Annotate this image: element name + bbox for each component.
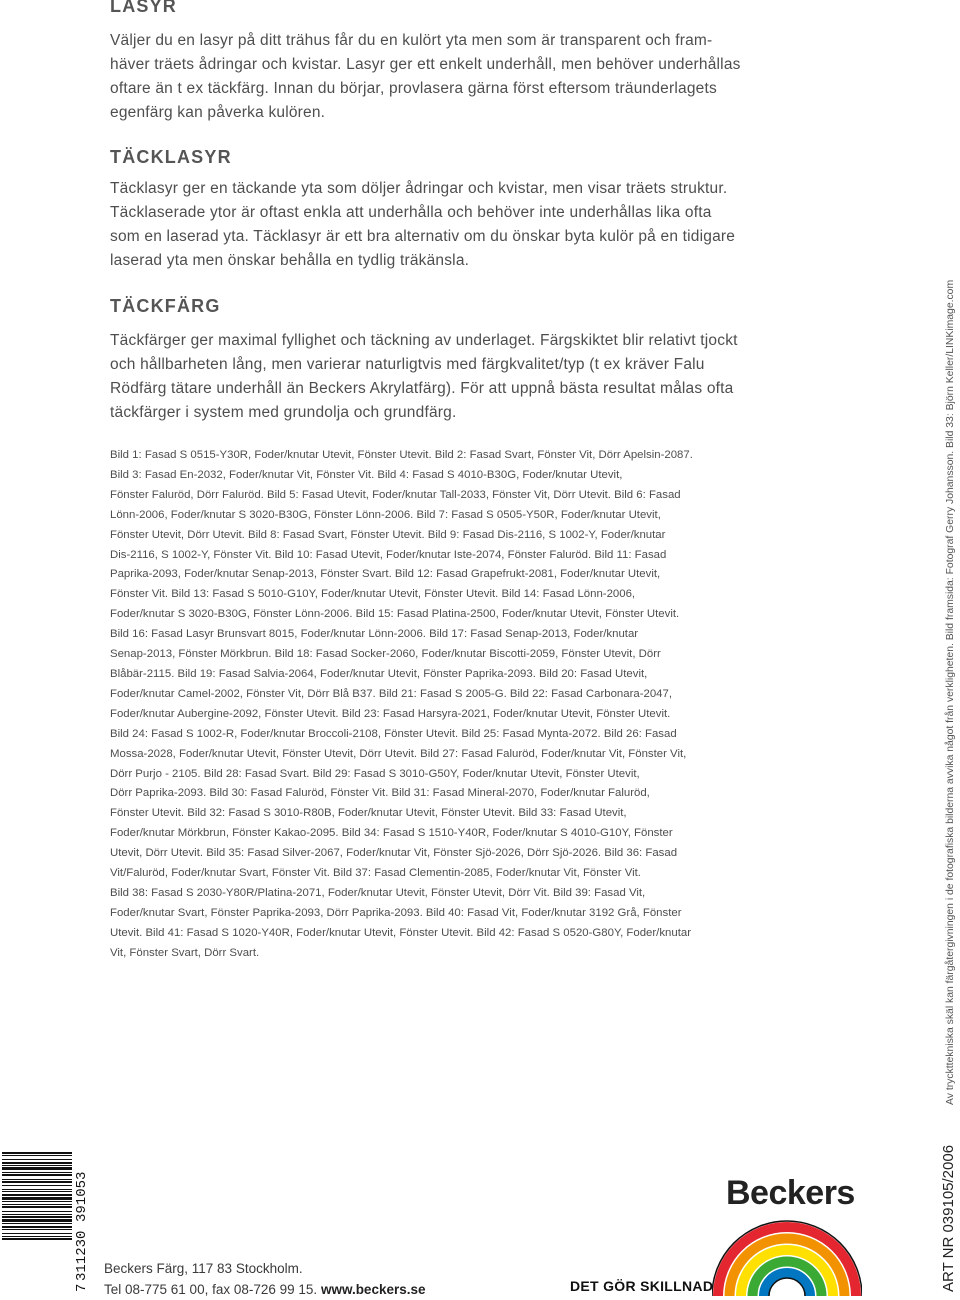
- barcode-bars: [2, 1150, 74, 1295]
- credit-line: Foder/knutar S 3020-B30G, Fönster Lönn-2006. Bild 15: Fasad Platina-2500, Foder/knutar Utevit, Fönster Utevit.: [110, 608, 680, 621]
- section-heading-tacklasyr: TÄCKLASYR: [110, 147, 232, 167]
- credit-line: Utevit, Dörr Utevit. Bild 35: Fasad Silver-2067, Foder/knutar Vit, Fönster Sjö-2026, Dörr Sjö-2026. Bild 36: Fasad: [110, 847, 678, 860]
- credit-line: Bild 3: Fasad En-2032, Foder/knutar Vit, Fönster Vit. Bild 4: Fasad S 4010-B30G, Foder/knutar Utevit,: [110, 468, 623, 481]
- credit-line: Bild 38: Fasad S 2030-Y80R/Platina-2071, Foder/knutar Utevit, Fönster Utevit, Dörr Vit. Bild 39: Fasad Vit,: [110, 886, 646, 899]
- photo-disclaimer-vertical: Av tryckttekniska skäl kan färgåtergivningen i de fotografiska bilderna avvika något från verkligheten. Bild framsida: Fotograf Gerry Johansson. Bild 33: Björn Keller/LINKimage.com: [945, 279, 956, 1105]
- credit-line: Foder/knutar Aubergine-2092, Fönster Utevit. Bild 23: Fasad Harsyra-2021, Foder/knutar Utevit, Fönster Utevit.: [110, 707, 671, 720]
- credit-line: Bild 1: Fasad S 0515-Y30R, Foder/knutar Utevit, Fönster Utevit. Bild 2: Fasad Svart, Fönster Vit, Dörr Apelsin-2087.: [110, 449, 693, 461]
- beckers-logo-text: Beckers: [726, 1174, 855, 1212]
- text-line: och hållbarheten lång, men varierar naturligtvis med färgkvalitet/typ (t ex kräver Falu: [110, 356, 705, 373]
- credit-line: Mossa-2028, Foder/knutar Utevit, Fönster Utevit, Dörr Utevit. Bild 27: Fasad Faluröd, Foder/knutar Vit, Fönster Vit,: [110, 747, 687, 760]
- credit-line: Dörr Paprika-2093. Bild 30: Fasad Faluröd, Fönster Vit. Bild 31: Fasad Mineral-2070, Foder/knutar Faluröd,: [110, 787, 650, 800]
- phone-fax: Tel 08-775 61 00, fax 08-726 99 15.: [104, 1282, 318, 1297]
- credit-line: Fönster Vit. Bild 13: Fasad S 5010-G10Y, Foder/knutar Utevit, Fönster Utevit. Bild 14: Fasad Lönn-2006,: [110, 588, 636, 601]
- photo-credits: [110, 446, 770, 964]
- text-line: Täcklaserade ytor är oftast enkla att underhålla och behöver inte underhållas lika ofta: [110, 204, 712, 221]
- credit-line: Vit, Fönster Svart, Dörr Svart.: [110, 946, 260, 959]
- credit-line: Fönster Utevit, Dörr Utevit. Bild 8: Fasad Svart, Fönster Utevit. Bild 9: Fasad Dis-2116, S 1002-Y, Foder/knutar: [110, 528, 666, 541]
- credit-line: Senap-2013, Fönster Mörkbrun. Bild 18: Fasad Socker-2060, Foder/knutar Biscotti-2059, Fönster Utevit, Dörr: [110, 648, 661, 661]
- text-line: egenfärg kan påverka kulören.: [110, 104, 326, 121]
- credit-line: Foder/knutar Mörkbrun, Fönster Kakao-2095. Bild 34: Fasad S 1510-Y40R, Foder/knutar S 4010-G10Y, Fönster: [110, 827, 673, 840]
- text-line: häver träets ådringar och kvistar. Lasyr ger ett enkelt underhåll, men behöver underhållas: [110, 56, 741, 73]
- credit-line: Utevit. Bild 41: Fasad S 1020-Y40R, Foder/knutar Utevit, Fönster Utevit. Bild 42: Fasad S 0520-G80Y, Foder/knutar: [110, 926, 691, 939]
- credit-line: Blåbär-2115. Bild 19: Fasad Salvia-2064, Foder/knutar Utevit, Fönster Paprika-2093. Bild 20: Fasad Utevit,: [110, 667, 648, 680]
- section-heading-tackfarg: TÄCKFÄRG: [110, 296, 221, 316]
- credit-line: Foder/knutar Camel-2002, Fönster Vit, Dörr Blå B37. Bild 21: Fasad S 2005-G. Bild 22: Fasad Carbonara-2047,: [110, 687, 673, 700]
- credit-line: Lönn-2006, Foder/knutar S 3020-B30G, Fönster Lönn-2006. Bild 7: Fasad S 0505-Y50R, Foder/knutar Utevit,: [110, 508, 661, 521]
- credit-line: Bild 16: Fasad Lasyr Brunsvart 8015, Foder/knutar Lönn-2006. Bild 17: Fasad Senap-2013, Foder/knutar: [110, 628, 639, 641]
- text-line: Väljer du en lasyr på ditt trähus får du en kulört yta men som är transparent och fram-: [110, 32, 713, 49]
- barcode-lead-digit: 7: [74, 1283, 90, 1292]
- credit-line: Paprika-2093, Foder/knutar Senap-2013, Fönster Svart. Bild 12: Fasad Grapefrukt-2081, Foder/knutar Utevit,: [110, 568, 661, 581]
- credit-line: Vit/Faluröd, Foder/knutar Svart, Fönster Vit. Bild 37: Fasad Clementin-2085, Foder/knutar Vit, Fönster Vit.: [110, 867, 641, 880]
- text-line: laserad yta men önskar behålla en tydlig träkänsla.: [110, 252, 470, 269]
- barcode-group-1: 311230: [74, 1230, 90, 1281]
- text-line: Täcklasyr ger en täckande yta som döljer ådringar och kvistar, men visar träets struktur.: [110, 180, 728, 197]
- barcode-group-2: 391053: [74, 1171, 90, 1222]
- website-link[interactable]: www.beckers.se: [320, 1282, 426, 1297]
- footer-address-block: [104, 1258, 426, 1300]
- article-number-vertical: ART NR 039105/2006: [940, 1144, 957, 1292]
- contact-line: [104, 1279, 426, 1300]
- credit-line: Foder/knutar Svart, Fönster Paprika-2093, Dörr Paprika-2093. Bild 40: Fasad Vit, Foder/knutar 3192 Grå, Fönster: [110, 906, 682, 919]
- text-line: oftare än t ex täckfärg. Innan du börjar, provlasera gärna först eftersom träunderlagets: [110, 80, 717, 97]
- section-text-lasyr: [110, 29, 765, 125]
- section-text-tackfarg: [110, 329, 765, 425]
- company-address: Beckers Färg, 117 83 Stockholm.: [104, 1261, 303, 1276]
- credit-line: Dis-2116, S 1002-Y, Fönster Vit. Bild 10: Fasad Utevit, Foder/knutar Iste-2074, Fönster Faluröd. Bild 11: Fasad: [110, 548, 667, 561]
- brand-tagline: DET GÖR SKILLNAD: [570, 1278, 714, 1294]
- text-line: täckfärger i system med grundolja och grundfärg.: [110, 404, 457, 421]
- text-line: Rödfärg tätare underhåll än Beckers Akrylatfärg). För att uppnå bästa resultat målas ofta: [110, 380, 734, 397]
- section-heading-lasyr: LASYR: [110, 0, 178, 16]
- barcode: [2, 1150, 98, 1295]
- section-text-tacklasyr: [110, 177, 765, 273]
- credit-line: Fönster Faluröd, Dörr Faluröd. Bild 5: Fasad Utevit, Foder/knutar Tall-2033, Fönster Vit, Dörr Utevit. Bild 6: Fasad: [110, 488, 681, 501]
- credit-line: Bild 24: Fasad S 1002-R, Foder/knutar Broccoli-2108, Fönster Utevit. Bild 25: Fasad Mynta-2072. Bild 26: Fasad: [110, 727, 677, 740]
- credit-line: Dörr Purjo - 2105. Bild 28: Fasad Svart. Bild 29: Fasad S 3010-G50Y, Foder/knutar Utevit, Fönster Utevit,: [110, 767, 640, 780]
- rainbow-logo-icon: [712, 1212, 862, 1296]
- text-line: Täckfärger ger maximal fyllighet och täckning av underlaget. Färgskiktet blir relativt tjockt: [110, 332, 738, 349]
- credit-line: Fönster Utevit. Bild 32: Fasad S 3010-R80B, Foder/knutar Utevit, Fönster Utevit. Bild 33: Fasad Utevit,: [110, 807, 627, 820]
- text-line: som en laserad yta. Täcklasyr är ett bra alternativ om du önskar byta kulör på en tidigare: [110, 228, 736, 245]
